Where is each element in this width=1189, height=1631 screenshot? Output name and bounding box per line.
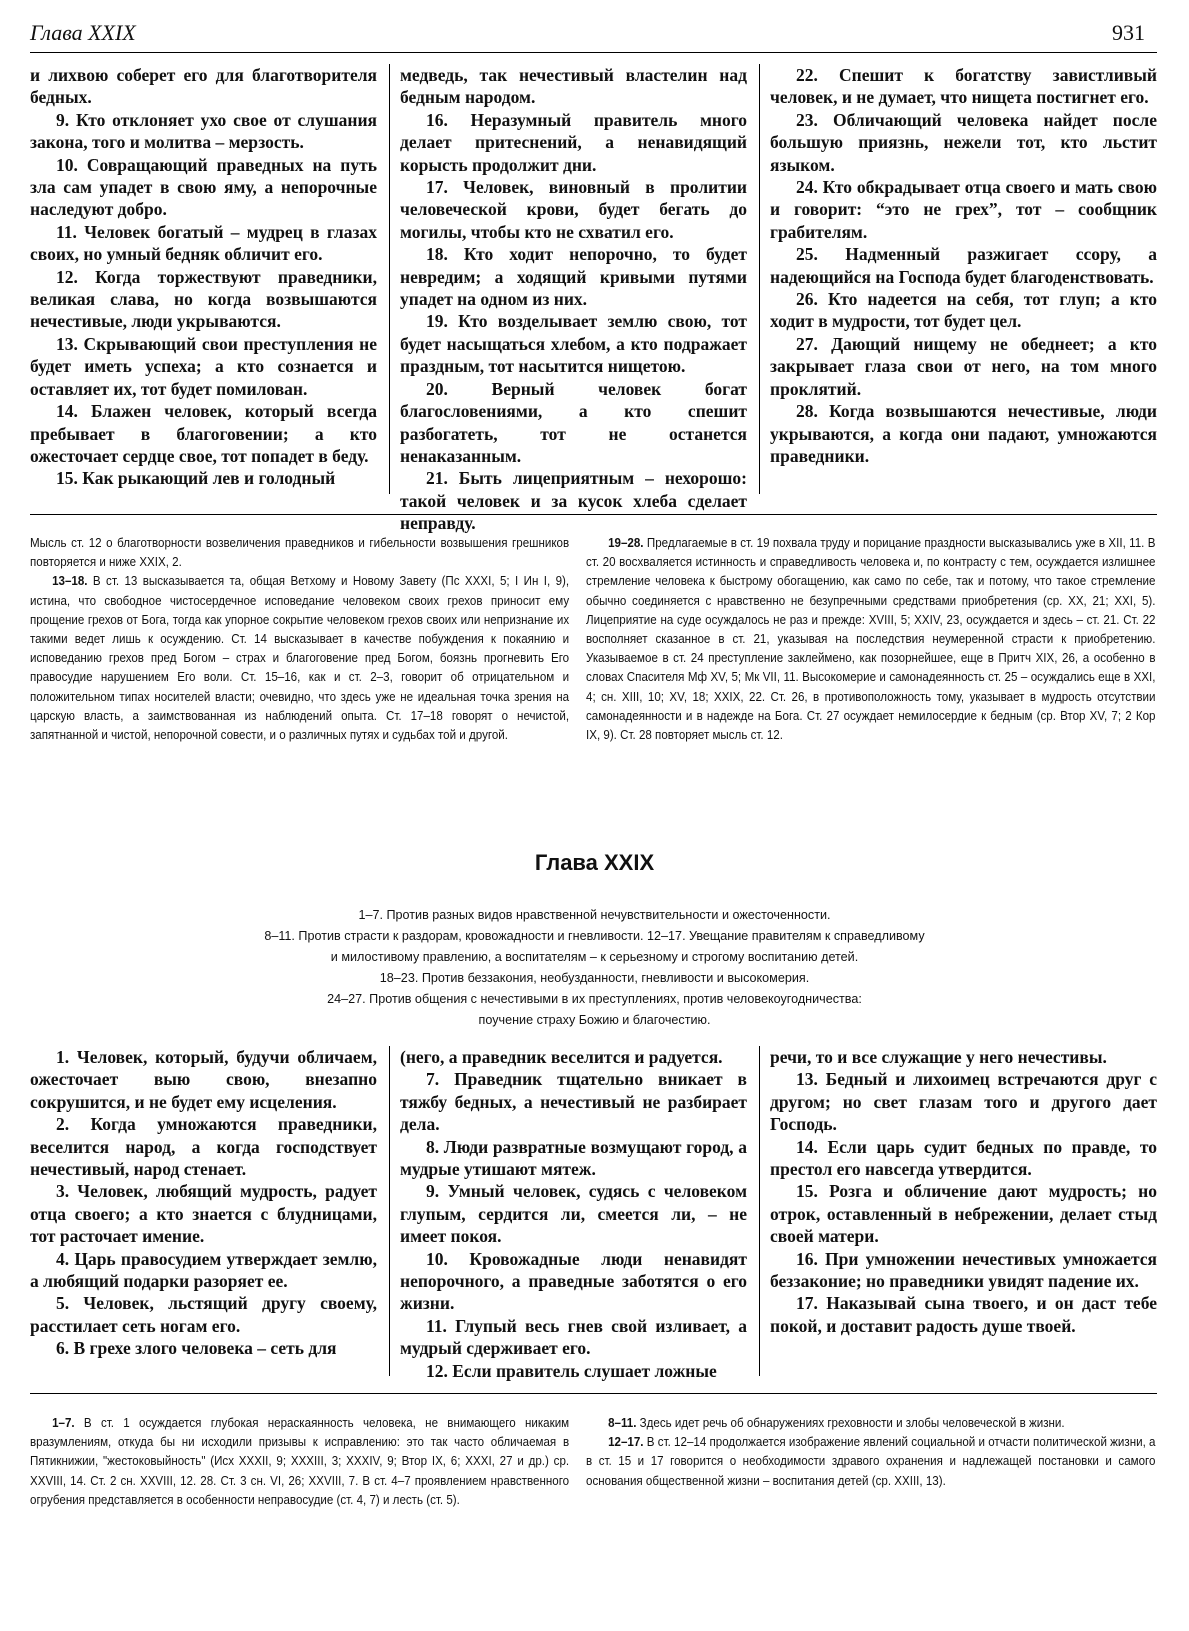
verse: 1. Человек, который, будучи обличаем, ожесточает выю свою, внезапно сокрушится, и не будет ему исцеления. [30, 1047, 377, 1112]
verse: 17. Человек, виновный в пролитии человеческой крови, будет бегать до могилы, чтобы кто не схватил его. [400, 177, 747, 242]
verse: 17. Наказывай сына твоего, и он даст тебе покой, и доставит радость душе твоей. [770, 1293, 1157, 1336]
verse: 15. Розга и обличение дают мудрость; но отрок, оставленный в небрежении, делает стыд своей матери. [770, 1181, 1157, 1247]
commentary-paragraph [586, 1414, 1155, 1433]
commentary-paragraph [30, 1414, 569, 1510]
verse: 5. Человек, льстящий другу своему, расстилает сеть ногам его. [30, 1293, 377, 1336]
summary-line: поучение страху Божию и благочестию. [478, 1013, 711, 1027]
verse: 9. Умный человек, судясь с человеком глупым, сердится ли, смеется ли, – не имеет покоя. [400, 1181, 747, 1247]
commentary-text: В ст. 12–14 продолжается изображение явлений социальной и отчасти политической жизни, а в ст. 15 и 17 говорится о необходимости здравого охранения и надлежащей постановки и самого основания общественной жизни – воспитания детей (ср. XXIII, 13). [586, 1435, 1156, 1488]
verse: 13. Бедный и лихоимец встречаются друг с другом; но свет глазам того и другого дает Господь. [770, 1069, 1157, 1135]
verse-range: 13–18. [52, 574, 88, 589]
commentary-rule [30, 514, 1157, 515]
verse: 8. Люди развратные возмущают город, а мудрые утишают мятеж. [400, 1136, 747, 1180]
verse: 19. Кто возделывает землю свою, тот будет насыщаться хлебом, а кто подражает праздным, тот насытится нищетою. [400, 311, 747, 377]
verse: 16. При умножении нечестивых умножается беззаконие; но праведники увидят падение их. [770, 1248, 1157, 1292]
verse: 24. Кто обкрадывает отца своего и мать свою и говорит: “это не грех”, тот – сообщник грабителям. [770, 177, 1157, 242]
summary-line: 24–27. Против общения с нечестивыми в их преступлениях, против человекоугодничества: [327, 992, 862, 1006]
commentary-text: Мысль ст. 12 о благотворности возвеличения праведников и гибельности возвышения грешников повторяется и ниже XXIX, 2. [30, 536, 570, 570]
commentary-right [586, 534, 1155, 745]
column-divider [759, 64, 760, 494]
column-divider [759, 1046, 760, 1376]
commentary-paragraph [586, 1433, 1155, 1491]
verse: (него, а праведник веселится и радуется. [400, 1047, 723, 1067]
summary-line: 8–11. Против страсти к раздорам, кровожадности и гневливости. 12–17. Увещание правителям к справедливому [264, 929, 925, 943]
chapter-summary [150, 905, 1039, 1031]
verse-column-1 [30, 64, 377, 490]
verse-range: 1–7. [52, 1416, 75, 1430]
header-rule [30, 52, 1157, 53]
verse: 6. В грехе злого человека – сеть для [56, 1338, 337, 1359]
page-number: 931 [1112, 20, 1145, 45]
verse: речи, то и все служащие у него нечестивы. [770, 1047, 1107, 1067]
commentary-paragraph [30, 572, 569, 745]
verse-range: 12–17. [608, 1435, 644, 1450]
verse: 15. Как рыкающий лев и голодный [56, 468, 336, 489]
verse: 27. Дающий нищему не обеднеет; а кто закрывает глаза свои от него, на том много проклятий. [770, 333, 1157, 399]
commentary-text: В ст. 1 осуждается глубокая нераскаянность человека, не внимающего никаким вразумлениям, откуда бы ни исходили призывы к исправлению: это так часто обличаемая в Пятикнижии, "жестоковыйность" (Исх XXXII, 9; XXXIII, 3; XXXIV, 9; Втор IX, 6; XXXI, 27 и др.) ср. XXVIII, 14. Ст. 2 сн. XXVIII, 12. 28. Ст. 3 сн. VI, 26; XXVIII, 7. В ст. 4–7 проявлением нравственного огрубения представляется в особенности неправосудие (ст. 4, 7) и лесть (ст. 5). [30, 1416, 570, 1507]
verse: 23. Обличающий человека найдет после большую приязнь, нежели тот, кто льстит языком. [770, 109, 1157, 175]
summary-line: 1–7. Против разных видов нравственной нечувствительности и ожесточенности. [358, 908, 831, 922]
verse: 25. Надменный разжигает ссору, а надеющийся на Господа будет благоденствовать. [770, 244, 1157, 287]
verse: 4. Царь правосудием утверждает землю, а любящий подарки разоряет ее. [30, 1248, 377, 1292]
summary-line: и милостивому правлению, а воспитателям – к серьезному и строгому воспитанию детей. [330, 950, 859, 964]
column-divider [389, 1046, 390, 1376]
verse: 13. Скрывающий свои преступления не будет иметь успеха; а кто сознается и оставляет их, тот будет помилован. [30, 333, 377, 399]
verse: 11. Глупый весь гнев свой изливает, а мудрый сдерживает его. [400, 1315, 747, 1359]
verse: медведь, так нечестивый властелин над бедным народом. [400, 65, 747, 108]
verse-column-6 [770, 1046, 1157, 1337]
commentary-right [586, 1414, 1155, 1491]
column-divider [389, 64, 390, 494]
verse-column-5 [400, 1046, 747, 1382]
commentary-text: В ст. 13 высказывается та, общая Ветхому и Новому Завету (Пс XXXI, 5; I Ин I, 9), истина, что свободное чистосердечное исповедание человеком своих грехов приносит ему прощение грехов от Бога, тогда как упорное сокрытие человеком грехов своих или непризнание их такими ведет лишь к осуждению. Ст. 14 высказывает в качестве побуждения к покаянию и исповеданию грехов пред Богом – страх и благоговение пред Богом, боязнь прогневить Его правосудие нарушением Его воли. Ст. 15–16, как и ст. 2–3, говорит об отрицательном и положительном типах носителей власти; очевидно, что здесь уже не идеальная точка зрения на царскую власть, а заимствованная из наблюдений опыта. Ст. 17–18 говорят о нечистой, запятнанной и чистой, непорочной совести, и о различных путях и судьбах той и другой. [30, 574, 570, 743]
verse: 18. Кто ходит непорочно, то будет невредим; а ходящий кривыми путями упадет на одном из них. [400, 244, 747, 310]
verse-range: 19–28. [608, 536, 644, 550]
verse: 16. Неразумный правитель много делает притеснений, а ненавидящий корысть продолжит дни. [400, 109, 747, 175]
verse: 3. Человек, любящий мудрость, радует отца своего; а кто знается с блудницами, тот расточает имение. [30, 1181, 377, 1247]
verse: 21. Быть лицеприятным – нехорошо: такой человек и за кусок хлеба сделает неправду. [400, 468, 747, 534]
verse: 28. Когда возвышаются нечестивые, люди укрываются, а когда они падают, умножаются праведники. [770, 401, 1157, 466]
verse: 14. Блажен человек, который всегда пребывает в благоговении; а кто ожесточает сердце свое, тот попадет в беду. [30, 401, 377, 466]
verse: 2. Когда умножаются праведники, веселится народ, а когда господствует нечестивый, народ стенает. [30, 1114, 377, 1180]
running-head-chapter: Глава XXIX [30, 20, 136, 45]
commentary-paragraph [586, 534, 1155, 745]
verse: 7. Праведник тщательно вникает в тяжбу бедных, а нечестивый не разбирает дела. [400, 1069, 747, 1135]
verse: 10. Совращающий праведных на путь зла сам упадет в свою яму, а непорочные наследуют добро. [30, 154, 377, 220]
chapter-title: Глава XXIX [534, 850, 655, 875]
verse: 20. Верный человек богат благословениями, а кто спешит разбогатеть, тот не останется ненаказанным. [400, 378, 747, 466]
commentary-text: Предлагаемые в ст. 19 похвала труду и порицание праздности высказывались уже в XII, 11. В ст. 20 восхваляется истинность и справедливость человека и, по контрасту с тем, осуждается излишнее стремление человека к быстрому обогащению, как само по себе, так и потому, что такое стремление обычно соединяется с нравственно не безупречными средствами приобретения (ср. XX, 21; XXI, 5). Лицеприятие на суде осуждалось не раз и прежде: XVIII, 5; XXIV, 23, осуждается и здесь – ст. 21. Ст. 22 восполняет сказанное в ст. 21, указывая на последствия неумеренной страсти к приобретению. Указываемое в ст. 24 преступление заклеймено, как позорнейшее, еще в Притч XIX, 26, а особенно в словах Спасителя Мф XV, 5; Мк VII, 11. Высокомерие и самонадеянность ст. 25 – осуждались еще в XXI, 4; сн. XIII, 10; XV, 18; XXIX, 22. Ст. 26, в противоположность тому, указывает в мудрость отсутствии самонадеянности и в надежде на Бога. Ст. 27 осуждает немилосердие к бедным (ср. Втор XV, 7; 2 Кор IX, 9). Ст. 28 повторяет мысль ст. 12. [586, 536, 1156, 743]
verse: 22. Спешит к богатству завистливый человек, и не думает, что нищета постигнет его. [770, 65, 1157, 108]
commentary-left [30, 534, 569, 745]
commentary-left [30, 1414, 569, 1510]
verse: 10. Кровожадные люди ненавидят непорочного, а праведные заботятся о его жизни. [400, 1248, 747, 1314]
verse: 26. Кто надеется на себя, тот глуп; а кто ходит в мудрости, тот будет цел. [770, 289, 1157, 332]
verse: 14. Если царь судит бедных по правде, то престол его навсегда утвердится. [770, 1136, 1157, 1180]
commentary-text: Здесь идет речь об обнаружениях греховности и злобы человеческой в жизни. [639, 1416, 1065, 1430]
commentary-rule [30, 1393, 1157, 1394]
verse: и лихвою соберет его для благотворителя бедных. [30, 65, 377, 108]
verse: 12. Если правитель слушает ложные [426, 1360, 717, 1381]
verse-column-2 [400, 64, 747, 535]
verse: 9. Кто отклоняет ухо свое от слушания закона, того и молитва – мерзость. [30, 109, 377, 153]
verse-column-3 [770, 64, 1157, 467]
verse: 12. Когда торжествуют праведники, великая слава, но когда возвышаются нечестивые, люди укрываются. [30, 266, 377, 332]
verse-column-4 [30, 1046, 377, 1360]
commentary-paragraph [30, 534, 569, 572]
verse-range: 8–11. [608, 1416, 637, 1430]
summary-line: 18–23. Против беззакония, необузданности, гневливости и высокомерия. [379, 971, 810, 985]
verse: 11. Человек богатый – мудрец в глазах своих, но умный бедняк обличит его. [30, 221, 377, 265]
